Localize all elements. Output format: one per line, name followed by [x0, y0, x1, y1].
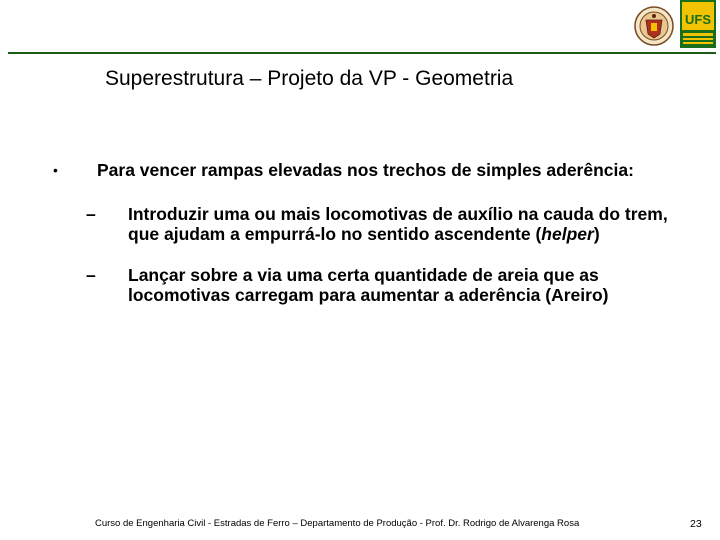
sub-item-helper — [128, 204, 688, 244]
ufs-logo-text: UFS — [685, 12, 711, 27]
page-number: 23 — [690, 518, 702, 530]
sub-item-areiro: Lançar sobre a via uma certa quantidade de areia que as locomotivas carregam para aumentar a aderência (Areiro) — [128, 265, 609, 305]
sub-item-helper-text: Introduzir uma ou mais locomotivas de auxílio na cauda do trem, que ajudam a empurrá-lo no sentido ascendente ( — [128, 204, 668, 244]
bullet-marker: • — [53, 162, 58, 178]
sub-item-helper-close: ) — [593, 224, 600, 244]
dash-marker-1: – — [86, 204, 96, 224]
dash-marker-2: – — [86, 265, 96, 285]
slide-title: Superestrutura – Projeto da VP - Geometria — [105, 67, 514, 90]
ufs-logo — [680, 0, 716, 48]
header-divider — [8, 52, 716, 54]
university-seal-logo — [634, 6, 674, 46]
footer-text: Curso de Engenharia Civil - Estradas de Ferro – Departamento de Produção - Prof. Dr. Rodrigo de Alvarenga Rosa — [95, 518, 580, 529]
helper-term: helper — [541, 224, 594, 244]
bullet-item-1: Para vencer rampas elevadas nos trechos de simples aderência: — [97, 160, 634, 180]
